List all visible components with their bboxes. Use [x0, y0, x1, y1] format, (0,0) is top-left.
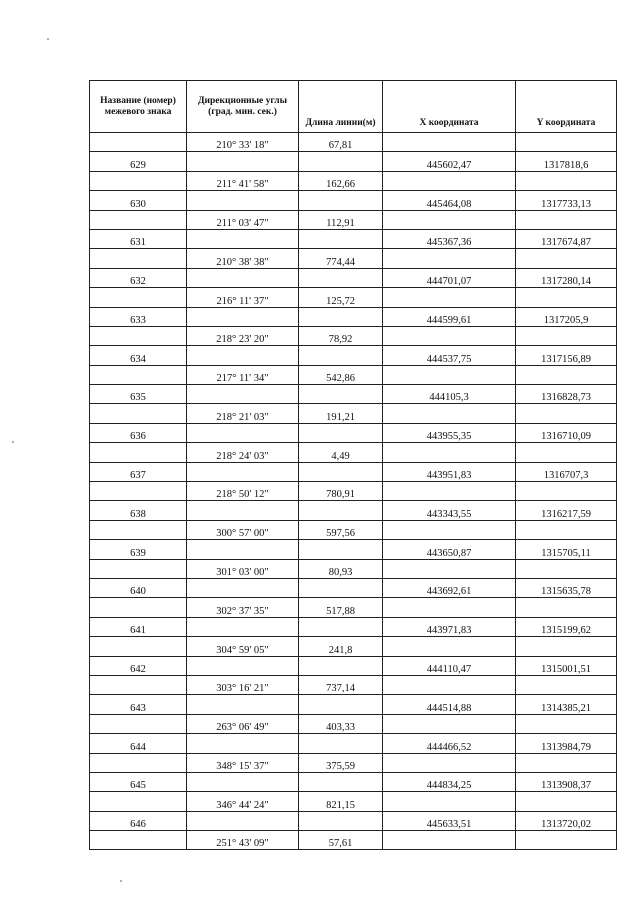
length-cell: [299, 695, 383, 714]
length-cell: 517,88: [299, 598, 383, 617]
x-coordinate-cell: 444834,25: [383, 772, 516, 791]
y-coordinate-cell: 1313720,02: [516, 811, 617, 830]
scan-speck: [47, 38, 49, 40]
point-name-cell: [90, 520, 187, 539]
y-coordinate-cell: 1313984,79: [516, 734, 617, 753]
x-coordinate-cell: 443955,35: [383, 423, 516, 442]
y-coordinate-cell: 1317156,89: [516, 346, 617, 365]
x-coordinate-cell: 443971,83: [383, 617, 516, 636]
y-coordinate-cell: 1317733,13: [516, 191, 617, 210]
x-coordinate-cell: 445367,36: [383, 229, 516, 248]
segment-row: [90, 598, 617, 617]
table-body: [90, 133, 617, 850]
segment-row: [90, 443, 617, 462]
segment-row: [90, 404, 617, 423]
length-cell: 191,21: [299, 404, 383, 423]
scan-speck: [12, 441, 14, 443]
x-coordinate-cell: [383, 520, 516, 539]
y-coordinate-cell: 1316217,59: [516, 501, 617, 520]
point-name-cell: [90, 598, 187, 617]
length-cell: 241,8: [299, 637, 383, 656]
angle-cell: [187, 423, 299, 442]
x-coordinate-cell: [383, 598, 516, 617]
angle-cell: 304° 59' 05": [187, 637, 299, 656]
angle-cell: 348° 15' 37": [187, 753, 299, 772]
angle-cell: [187, 191, 299, 210]
angle-cell: 303° 16' 21": [187, 675, 299, 694]
angle-cell: [187, 695, 299, 714]
x-coordinate-cell: [383, 404, 516, 423]
segment-row: [90, 482, 617, 501]
angle-cell: [187, 268, 299, 287]
length-cell: [299, 578, 383, 597]
length-cell: 78,92: [299, 326, 383, 345]
point-name-cell: [90, 210, 187, 229]
x-coordinate-cell: 443343,55: [383, 501, 516, 520]
point-name-cell: 631: [90, 229, 187, 248]
point-name-cell: [90, 365, 187, 384]
angle-cell: 263° 06' 49": [187, 714, 299, 733]
x-coordinate-cell: [383, 443, 516, 462]
y-coordinate-cell: [516, 559, 617, 578]
length-cell: [299, 811, 383, 830]
x-coordinate-cell: [383, 133, 516, 152]
y-coordinate-cell: [516, 792, 617, 811]
x-coordinate-cell: [383, 210, 516, 229]
angle-cell: 210° 33' 18": [187, 133, 299, 152]
y-coordinate-cell: 1315001,51: [516, 656, 617, 675]
x-coordinate-cell: [383, 714, 516, 733]
point-name-cell: [90, 831, 187, 850]
length-cell: 821,15: [299, 792, 383, 811]
length-cell: 774,44: [299, 249, 383, 268]
y-coordinate-cell: 1317205,9: [516, 307, 617, 326]
length-cell: 780,91: [299, 482, 383, 501]
length-cell: [299, 268, 383, 287]
y-coordinate-cell: [516, 443, 617, 462]
table-header-row: [90, 81, 617, 133]
point-name-cell: [90, 404, 187, 423]
angle-cell: [187, 229, 299, 248]
angle-cell: 301° 03' 00": [187, 559, 299, 578]
point-name-cell: 641: [90, 617, 187, 636]
segment-row: [90, 288, 617, 307]
segment-row: [90, 637, 617, 656]
angle-cell: [187, 811, 299, 830]
angle-cell: 300° 57' 00": [187, 520, 299, 539]
point-name-cell: 640: [90, 578, 187, 597]
point-name-cell: 635: [90, 385, 187, 404]
point-name-cell: 646: [90, 811, 187, 830]
point-name-cell: [90, 249, 187, 268]
x-coordinate-cell: [383, 675, 516, 694]
point-row: [90, 462, 617, 481]
point-row: [90, 811, 617, 830]
point-row: [90, 501, 617, 520]
segment-row: [90, 753, 617, 772]
x-coordinate-cell: [383, 171, 516, 190]
x-coordinate-cell: [383, 792, 516, 811]
segment-row: [90, 249, 617, 268]
angle-cell: [187, 656, 299, 675]
x-coordinate-cell: [383, 249, 516, 268]
y-coordinate-cell: 1317280,14: [516, 268, 617, 287]
length-cell: 125,72: [299, 288, 383, 307]
header-name: Название (номер) межевого знака: [90, 81, 187, 133]
angle-cell: 211° 03' 47": [187, 210, 299, 229]
angle-cell: [187, 462, 299, 481]
point-name-cell: 639: [90, 540, 187, 559]
x-coordinate-cell: 443951,83: [383, 462, 516, 481]
header-angle: Дирекционные углы (град. мин. сек.): [187, 81, 299, 133]
segment-row: [90, 365, 617, 384]
x-coordinate-cell: 444514,88: [383, 695, 516, 714]
length-cell: [299, 462, 383, 481]
y-coordinate-cell: [516, 133, 617, 152]
segment-row: [90, 792, 617, 811]
segment-row: [90, 210, 617, 229]
point-name-cell: 634: [90, 346, 187, 365]
segment-row: [90, 559, 617, 578]
angle-cell: 218° 21' 03": [187, 404, 299, 423]
x-coordinate-cell: 444701,07: [383, 268, 516, 287]
point-row: [90, 152, 617, 171]
y-coordinate-cell: [516, 598, 617, 617]
y-coordinate-cell: 1315199,62: [516, 617, 617, 636]
x-coordinate-cell: [383, 326, 516, 345]
angle-cell: [187, 734, 299, 753]
length-cell: 162,66: [299, 171, 383, 190]
angle-cell: [187, 617, 299, 636]
x-coordinate-cell: 443692,61: [383, 578, 516, 597]
x-coordinate-cell: [383, 482, 516, 501]
length-cell: [299, 152, 383, 171]
angle-cell: 211° 41' 58": [187, 171, 299, 190]
point-name-cell: [90, 443, 187, 462]
length-cell: [299, 501, 383, 520]
length-cell: [299, 772, 383, 791]
scan-speck: [120, 880, 122, 882]
point-name-cell: 632: [90, 268, 187, 287]
x-coordinate-cell: [383, 753, 516, 772]
y-coordinate-cell: 1316710,09: [516, 423, 617, 442]
length-cell: [299, 191, 383, 210]
length-cell: 597,56: [299, 520, 383, 539]
y-coordinate-cell: [516, 404, 617, 423]
segment-row: [90, 831, 617, 850]
point-name-cell: [90, 171, 187, 190]
point-row: [90, 772, 617, 791]
point-name-cell: [90, 326, 187, 345]
angle-cell: [187, 307, 299, 326]
length-cell: [299, 229, 383, 248]
segment-row: [90, 520, 617, 539]
length-cell: [299, 540, 383, 559]
length-cell: 403,33: [299, 714, 383, 733]
point-row: [90, 268, 617, 287]
angle-cell: 216° 11' 37": [187, 288, 299, 307]
x-coordinate-cell: [383, 365, 516, 384]
y-coordinate-cell: [516, 288, 617, 307]
point-row: [90, 346, 617, 365]
point-name-cell: 642: [90, 656, 187, 675]
point-name-cell: 643: [90, 695, 187, 714]
angle-cell: [187, 540, 299, 559]
y-coordinate-cell: 1317818,6: [516, 152, 617, 171]
angle-cell: 218° 24' 03": [187, 443, 299, 462]
point-row: [90, 578, 617, 597]
length-cell: [299, 385, 383, 404]
point-name-cell: [90, 559, 187, 578]
x-coordinate-cell: 444537,75: [383, 346, 516, 365]
length-cell: [299, 617, 383, 636]
point-name-cell: [90, 675, 187, 694]
length-cell: [299, 656, 383, 675]
y-coordinate-cell: [516, 171, 617, 190]
point-row: [90, 191, 617, 210]
segment-row: [90, 133, 617, 152]
y-coordinate-cell: [516, 520, 617, 539]
length-cell: 112,91: [299, 210, 383, 229]
point-row: [90, 617, 617, 636]
point-name-cell: [90, 482, 187, 501]
y-coordinate-cell: 1313908,37: [516, 772, 617, 791]
angle-cell: [187, 772, 299, 791]
point-row: [90, 695, 617, 714]
y-coordinate-cell: [516, 482, 617, 501]
angle-cell: 218° 50' 12": [187, 482, 299, 501]
point-name-cell: 636: [90, 423, 187, 442]
x-coordinate-cell: 445633,51: [383, 811, 516, 830]
y-coordinate-cell: [516, 210, 617, 229]
angle-cell: 346° 44' 24": [187, 792, 299, 811]
header-x: X координата: [383, 81, 516, 133]
x-coordinate-cell: [383, 559, 516, 578]
point-name-cell: [90, 714, 187, 733]
point-name-cell: [90, 288, 187, 307]
point-name-cell: 638: [90, 501, 187, 520]
x-coordinate-cell: 444105,3: [383, 385, 516, 404]
point-row: [90, 540, 617, 559]
y-coordinate-cell: 1315705,11: [516, 540, 617, 559]
point-name-cell: 645: [90, 772, 187, 791]
angle-cell: 217° 11' 34": [187, 365, 299, 384]
length-cell: 4,49: [299, 443, 383, 462]
y-coordinate-cell: [516, 249, 617, 268]
point-row: [90, 656, 617, 675]
angle-cell: 218° 23' 20": [187, 326, 299, 345]
y-coordinate-cell: 1317674,87: [516, 229, 617, 248]
angle-cell: [187, 152, 299, 171]
y-coordinate-cell: 1316828,73: [516, 385, 617, 404]
x-coordinate-cell: 444599,61: [383, 307, 516, 326]
point-name-cell: 644: [90, 734, 187, 753]
length-cell: 375,59: [299, 753, 383, 772]
x-coordinate-cell: 443650,87: [383, 540, 516, 559]
length-cell: 542,86: [299, 365, 383, 384]
point-row: [90, 734, 617, 753]
length-cell: [299, 734, 383, 753]
y-coordinate-cell: [516, 365, 617, 384]
angle-cell: [187, 501, 299, 520]
length-cell: 57,61: [299, 831, 383, 850]
segment-row: [90, 171, 617, 190]
length-cell: 67,81: [299, 133, 383, 152]
y-coordinate-cell: 1314385,21: [516, 695, 617, 714]
x-coordinate-cell: [383, 831, 516, 850]
y-coordinate-cell: [516, 675, 617, 694]
length-cell: [299, 423, 383, 442]
point-name-cell: 637: [90, 462, 187, 481]
x-coordinate-cell: 445464,08: [383, 191, 516, 210]
point-name-cell: [90, 133, 187, 152]
y-coordinate-cell: [516, 714, 617, 733]
x-coordinate-cell: 444110,47: [383, 656, 516, 675]
angle-cell: [187, 385, 299, 404]
y-coordinate-cell: [516, 326, 617, 345]
y-coordinate-cell: 1316707,3: [516, 462, 617, 481]
point-row: [90, 307, 617, 326]
length-cell: 737,14: [299, 675, 383, 694]
segment-row: [90, 714, 617, 733]
x-coordinate-cell: [383, 637, 516, 656]
point-name-cell: 630: [90, 191, 187, 210]
segment-row: [90, 675, 617, 694]
length-cell: 80,93: [299, 559, 383, 578]
y-coordinate-cell: [516, 831, 617, 850]
point-name-cell: 629: [90, 152, 187, 171]
y-coordinate-cell: 1315635,78: [516, 578, 617, 597]
length-cell: [299, 307, 383, 326]
segment-row: [90, 326, 617, 345]
point-row: [90, 423, 617, 442]
x-coordinate-cell: 445602,47: [383, 152, 516, 171]
coordinates-table: [89, 80, 617, 850]
angle-cell: [187, 578, 299, 597]
point-row: [90, 385, 617, 404]
angle-cell: 210° 38' 38": [187, 249, 299, 268]
point-row: [90, 229, 617, 248]
header-y: Y координата: [516, 81, 617, 133]
y-coordinate-cell: [516, 753, 617, 772]
point-name-cell: [90, 792, 187, 811]
header-length: Длина линии(м): [299, 81, 383, 133]
point-name-cell: 633: [90, 307, 187, 326]
angle-cell: 251° 43' 09": [187, 831, 299, 850]
length-cell: [299, 346, 383, 365]
x-coordinate-cell: [383, 288, 516, 307]
y-coordinate-cell: [516, 637, 617, 656]
point-name-cell: [90, 637, 187, 656]
angle-cell: [187, 346, 299, 365]
angle-cell: 302° 37' 35": [187, 598, 299, 617]
x-coordinate-cell: 444466,52: [383, 734, 516, 753]
point-name-cell: [90, 753, 187, 772]
